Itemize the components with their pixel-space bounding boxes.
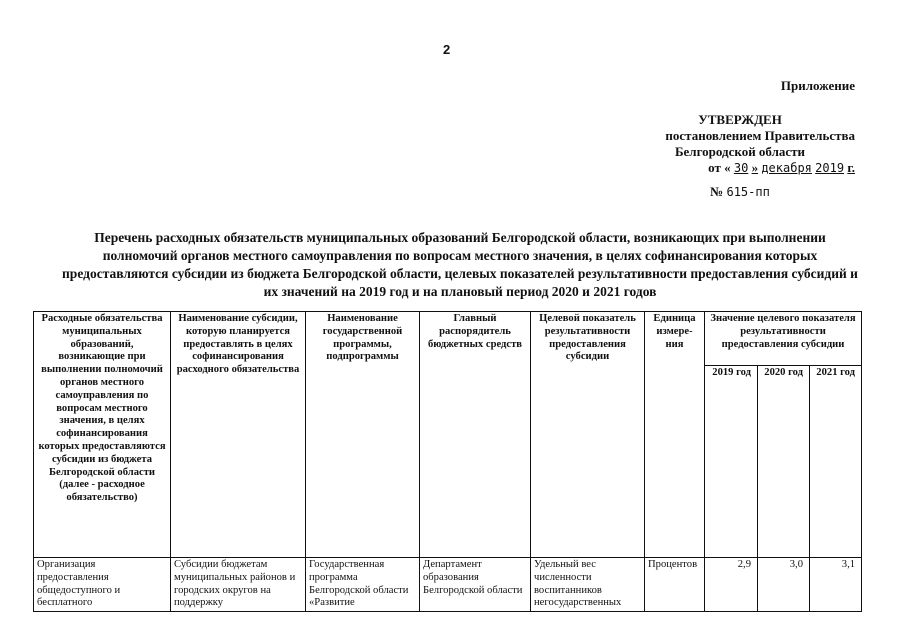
- header-subsidy-name: Наименование субсидии, которую планируется предоставлять в целях софинансирования расходного обязательства: [171, 312, 306, 558]
- appendix-heading: Приложение: [780, 78, 855, 93]
- header-obligations: Расходные обязательства муниципальных образований, возникающие при выполнении полномочий органов местного самоуправления по вопросам местного значения, в целях софинансирования которых предоставляются субсидии из бюджета Белгородской области (далее - расходное обязательство): [34, 312, 171, 558]
- header-target-value-group: Значение целевого показателя результативности предоставления субсидии: [705, 312, 862, 366]
- page-number: 2: [443, 42, 451, 57]
- date-year: 2019: [815, 161, 845, 175]
- header-program-name: Наименование государственной программы, подпрограммы: [306, 312, 420, 558]
- table-row: [34, 558, 862, 612]
- cell-manager: Департамент образования Белгородской области: [420, 558, 531, 612]
- cell-value-2021: 3,1: [810, 558, 862, 612]
- header-unit: Единица измере-ния: [645, 312, 705, 558]
- header-target-indicator: Целевой показатель результативности предоставления субсидии: [531, 312, 645, 558]
- header-year-2019: 2019 год: [705, 366, 758, 558]
- cell-obligation: Организация предоставления общедоступного и бесплатного: [34, 558, 171, 612]
- approved-by-line1: постановлением Правительства: [665, 128, 855, 143]
- cell-value-2020: 3,0: [758, 558, 810, 612]
- date-month: декабря: [761, 161, 812, 175]
- approval-date: [595, 160, 855, 176]
- header-year-2021: 2021 год: [810, 366, 862, 558]
- date-prefix: от «: [708, 160, 731, 175]
- header-year-2020: 2020 год: [758, 366, 810, 558]
- number-value: 615-пп: [726, 185, 770, 199]
- number-prefix: №: [710, 184, 724, 199]
- cell-unit: Процентов: [645, 558, 705, 612]
- cell-subsidy: Субсидии бюджетам муниципальных районов и городских округов на поддержку: [171, 558, 306, 612]
- approved-by-line2: Белгородской области: [674, 144, 806, 159]
- date-mid: »: [751, 160, 759, 175]
- obligations-table: [33, 311, 862, 612]
- header-budget-manager: Главный распорядитель бюджетных средств: [420, 312, 531, 558]
- date-day: 30: [733, 161, 749, 175]
- approval-number: [595, 184, 855, 200]
- cell-indicator: Удельный вес численности воспитанников негосударственных: [531, 558, 645, 612]
- cell-value-2019: 2,9: [705, 558, 758, 612]
- approved-label: УТВЕРЖДЕН: [698, 112, 782, 127]
- date-suffix: г.: [847, 160, 855, 175]
- document-title: Перечень расходных обязательств муниципальных образований Белгородской области, возникающих при выполнении полномочий органов местного самоуправления по вопросам местного значения, в целях софинансирования которых предоставляются субсидии из бюджета Белгородской области, целевых показателей результативности предоставления субсидий и их значений на 2019 год и на плановый период 2020 и 2021 годов: [62, 230, 858, 299]
- approval-block: [595, 78, 855, 200]
- cell-program: Государственная программа Белгородской области «Развитие: [306, 558, 420, 612]
